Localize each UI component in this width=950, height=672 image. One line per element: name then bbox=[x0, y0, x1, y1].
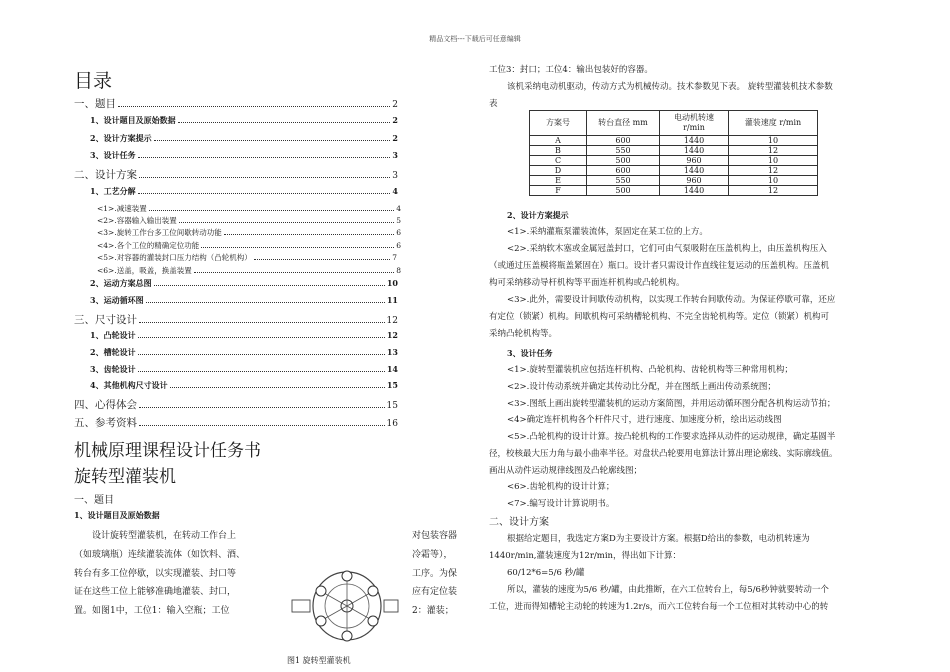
toc-leader bbox=[179, 221, 394, 223]
toc-entry[interactable] bbox=[90, 150, 398, 161]
table-cell: C bbox=[530, 156, 587, 166]
paragraph-line: <3>.图纸上画出旋转型灌装机的运动方案简图，并用运动循环图分配各机构运动节拍； bbox=[507, 399, 836, 409]
paragraph-line: <7>.编写设计计算说明书。 bbox=[507, 499, 615, 509]
subsection-heading: 1、设计题目及原始数据 bbox=[74, 510, 160, 520]
table-cell: 10 bbox=[729, 156, 818, 166]
toc-leader bbox=[201, 246, 394, 248]
toc-entry-page: 10 bbox=[386, 278, 398, 288]
toc-entry-label: 1、工艺分解 bbox=[90, 186, 136, 196]
toc-entry-page: 15 bbox=[386, 401, 398, 411]
table-header: 灌装速度 r/min bbox=[729, 111, 818, 136]
toc-entry-label: <1>.减速装置 bbox=[97, 204, 147, 213]
toc-entry-label: <2>.容器输入输出装置 bbox=[97, 216, 177, 225]
table-cell: A bbox=[530, 136, 587, 146]
tech-params-table bbox=[529, 110, 818, 196]
paragraph-line: 有定位（锁紧）机构。间歇机构可采纳槽轮机构、不完全齿轮机构等。定位（锁紧）机构可 bbox=[489, 312, 830, 322]
toc-entry[interactable] bbox=[90, 278, 398, 289]
toc-entry[interactable] bbox=[97, 215, 401, 226]
section-heading: 二、设计方案 bbox=[489, 517, 549, 528]
toc-entry-page: 2 bbox=[392, 100, 398, 110]
table-row bbox=[530, 156, 818, 166]
toc-title: 目录 bbox=[74, 70, 113, 92]
toc-entry-label: 四、心得体会 bbox=[74, 399, 137, 411]
toc-entry[interactable] bbox=[74, 397, 398, 412]
table-cell: 960 bbox=[660, 176, 729, 186]
station-3 bbox=[368, 616, 378, 626]
toc-entry-page: 5 bbox=[396, 216, 401, 225]
toc-entry-page: 16 bbox=[386, 419, 398, 429]
toc-leader bbox=[138, 336, 385, 338]
subsection-heading: 2、设计方案提示 bbox=[507, 210, 569, 220]
paragraph-line: 径，校核最大压力角与最小曲率半径。对盘状凸轮要用电算法计算出理论廓线、实际廓线值。 bbox=[489, 449, 838, 459]
table-row bbox=[530, 136, 818, 146]
paragraph-line: <2>.设计传动系统并确定其传动比分配，并在图纸上画出传动系统图； bbox=[507, 382, 776, 392]
table-cell: 1440 bbox=[660, 166, 729, 176]
table-row bbox=[530, 166, 818, 176]
toc-leader bbox=[149, 209, 394, 211]
table-cell: F bbox=[530, 186, 587, 196]
table-cell: 1440 bbox=[660, 146, 729, 156]
paragraph-line: 构可采纳移动导杆机构等平面连杆机构或凸轮机构。 bbox=[489, 278, 685, 288]
toc-entry-label: <5>.对容器的灌装封口压力结构（凸轮机构） bbox=[97, 253, 252, 262]
station-1 bbox=[342, 571, 352, 581]
station-2 bbox=[368, 586, 378, 596]
paragraph-line: 工位，进而得知槽轮主动轮的转速为1.2r/s，而六工位转台每一个工位相对其转动中心的转 bbox=[489, 602, 829, 612]
station-4 bbox=[342, 631, 352, 641]
toc-entry-label: 3、设计任务 bbox=[90, 150, 136, 160]
paragraph-line: （或通过压盖模将瓶盖紧固在）瓶口。设计者只需设计作直线往复运动的压盖机构。压盖机 bbox=[489, 261, 830, 271]
paragraph-line: 转台有多工位停歇，以实现灌装、封口等 bbox=[74, 569, 237, 579]
table-header: 转台直径 mm bbox=[587, 111, 660, 136]
table-cell: 10 bbox=[729, 176, 818, 186]
table-cell: 500 bbox=[587, 186, 660, 196]
toc-entry-page: 6 bbox=[396, 228, 401, 237]
toc-entry[interactable] bbox=[90, 115, 398, 126]
toc-entry[interactable] bbox=[74, 167, 398, 182]
toc-entry-label: 3、齿轮设计 bbox=[90, 364, 136, 374]
toc-entry-page: 15 bbox=[386, 380, 398, 390]
page-header: 精品文档---下载后可任意编辑 bbox=[429, 35, 521, 43]
paragraph-line: 表 bbox=[489, 99, 498, 109]
output-conveyor bbox=[384, 600, 398, 612]
table-cell: 12 bbox=[729, 186, 818, 196]
toc-leader bbox=[138, 192, 391, 194]
toc-entry-page: 14 bbox=[386, 364, 398, 374]
table-cell: 550 bbox=[587, 176, 660, 186]
toc-entry-label: 4、其他机构尺寸设计 bbox=[90, 380, 168, 390]
toc-entry-page: 4 bbox=[392, 186, 398, 196]
paragraph-line: <2>.采纳软木塞或金属冠盖封口，它们可由气泵吸附在压盖机构上，由压盖机构压入 bbox=[507, 244, 827, 254]
paragraph-line: 应有定位装 bbox=[412, 587, 458, 597]
toc-entry-label: 二、设计方案 bbox=[74, 169, 137, 181]
paragraph-line: 根据给定题目，我选定方案D为主要设计方案。根据D给出的参数，电动机转速为 bbox=[507, 534, 810, 544]
table-cell: 12 bbox=[729, 146, 818, 156]
paragraph-line: 60/12*6=5/6 秒/罐 bbox=[507, 568, 585, 578]
paragraph-line: 该机采纳电动机驱动，传动方式为机械传动。技术参数见下表。 旋转型灌装机技术参数 bbox=[507, 82, 833, 92]
table-cell: E bbox=[530, 176, 587, 186]
paragraph-line: 证在这些工位上能够准确地灌装、封口， bbox=[74, 587, 237, 597]
toc-leader bbox=[139, 176, 390, 178]
table-cell: 600 bbox=[587, 136, 660, 146]
table-cell: 600 bbox=[587, 166, 660, 176]
toc-entry[interactable] bbox=[97, 265, 401, 276]
station-5 bbox=[316, 616, 326, 626]
toc-leader bbox=[138, 353, 385, 355]
table-cell: D bbox=[530, 166, 587, 176]
toc-entry-page: 8 bbox=[396, 266, 401, 275]
paragraph-line: 工位3：封口；工位4：输出包装好的容器。 bbox=[489, 65, 653, 75]
toc-entry-page: 2 bbox=[392, 133, 398, 143]
toc-entry[interactable] bbox=[97, 240, 401, 251]
subsection-heading: 3、设计任务 bbox=[507, 348, 553, 358]
paragraph-line: <1>.旋转型灌装机应包括连杆机构、凸轮机构、齿轮机构等三种常用机构； bbox=[507, 365, 793, 375]
toc-entry-page: 12 bbox=[386, 316, 398, 326]
paragraph-line: <6>.齿轮机构的设计计算； bbox=[507, 482, 615, 492]
toc-entry-page: 12 bbox=[386, 330, 398, 340]
paragraph-line: 工序。为保 bbox=[412, 569, 458, 579]
table-cell: 1440 bbox=[660, 136, 729, 146]
paragraph-line: 采纳凸轮机构等。 bbox=[489, 329, 558, 339]
toc-entry-page: 13 bbox=[386, 347, 398, 357]
toc-entry-page: 3 bbox=[392, 171, 398, 181]
toc-entry-page: 4 bbox=[396, 204, 401, 213]
table-row bbox=[530, 176, 818, 186]
toc-entry[interactable] bbox=[90, 380, 398, 391]
toc-leader bbox=[138, 156, 391, 158]
toc-leader bbox=[194, 271, 394, 273]
table-header: 方案号 bbox=[530, 111, 587, 136]
toc-leader bbox=[139, 321, 385, 323]
toc-entry-page: 2 bbox=[392, 115, 398, 125]
toc-entry-label: <6>.送盖，吸盖，换盖装置 bbox=[97, 266, 192, 275]
table-row bbox=[530, 146, 818, 156]
table-cell: B bbox=[530, 146, 587, 156]
paragraph-line: 对包装容器 bbox=[412, 531, 458, 541]
toc-entry[interactable] bbox=[90, 330, 398, 341]
paragraph-line: 1440r/min,灌装速度为12r/min，得出如下计算： bbox=[489, 551, 682, 561]
toc-entry[interactable] bbox=[90, 133, 398, 144]
toc-entry-label: 1、设计题目及原始数据 bbox=[90, 115, 176, 125]
section-heading: 一、题目 bbox=[74, 495, 114, 506]
figure-caption: 图1 旋转型灌装机 bbox=[287, 656, 351, 665]
toc-leader bbox=[139, 406, 385, 408]
toc-entry-page: 6 bbox=[396, 241, 401, 250]
paragraph-line: <4>确定连杆机构各个杆件尺寸，进行速度、加速度分析，绘出运动线图 bbox=[507, 415, 782, 425]
table-cell: 500 bbox=[587, 156, 660, 166]
doc-subtitle: 旋转型灌装机 bbox=[74, 467, 176, 487]
toc-entry[interactable] bbox=[74, 415, 398, 430]
station-6 bbox=[316, 586, 326, 596]
paragraph-line: <1>.采纳灌瓶泵灌装流体，泵固定在某工位的上方。 bbox=[507, 227, 708, 237]
toc-entry[interactable] bbox=[90, 186, 398, 197]
toc-entry-page: 7 bbox=[392, 253, 397, 262]
doc-title: 机械原理课程设计任务书 bbox=[74, 441, 261, 461]
paragraph-line: 2：灌装； bbox=[412, 606, 454, 616]
toc-entry-label: 2、运动方案总图 bbox=[90, 278, 152, 288]
toc-entry-label: 五、参考资料 bbox=[74, 417, 137, 429]
toc-entry[interactable] bbox=[74, 312, 398, 327]
table-header: 电动机转速 r/min bbox=[660, 111, 729, 136]
toc-entry-label: <4>.各个工位的精确定位功能 bbox=[97, 241, 200, 250]
toc-entry[interactable] bbox=[74, 96, 398, 111]
table-header-row bbox=[530, 111, 818, 136]
toc-leader bbox=[178, 121, 391, 123]
toc-entry[interactable] bbox=[97, 203, 401, 214]
paragraph-line: 所以，灌装的速度为5/6 秒/罐，由此推断，在六工位转台上，每5/6秒钟就要转动一个 bbox=[507, 585, 829, 595]
toc-leader bbox=[224, 233, 394, 235]
toc-entry-page: 3 bbox=[392, 150, 398, 160]
toc-entry-label: 2、槽轮设计 bbox=[90, 347, 136, 357]
rotary-filler-figure bbox=[290, 560, 400, 652]
table-cell: 12 bbox=[729, 166, 818, 176]
paragraph-line: <3>.此外，需要设计间歇传动机构，以实现工作转台间歇传动。为保证停歇可靠，还应 bbox=[507, 295, 836, 305]
toc-entry[interactable] bbox=[90, 295, 398, 306]
paragraph-line: 画出从动件运动规律线图及凸轮廓线图； bbox=[489, 466, 643, 476]
toc-entry[interactable] bbox=[90, 347, 398, 358]
toc-leader bbox=[118, 105, 390, 107]
toc-entry-label: 3、运动循环图 bbox=[90, 295, 144, 305]
paragraph-line: 置。如图1中，工位1：输入空瓶；工位 bbox=[74, 606, 230, 616]
toc-entry-label: 一、题目 bbox=[74, 98, 116, 110]
toc-leader bbox=[154, 139, 391, 141]
toc-leader bbox=[154, 284, 385, 286]
paragraph-line: <5>.凸轮机构的设计计算。按凸轮机构的工作要求选择从动件的运动规律，确定基圆半 bbox=[507, 432, 836, 442]
toc-leader bbox=[170, 386, 385, 388]
toc-leader bbox=[254, 258, 390, 260]
table-cell: 960 bbox=[660, 156, 729, 166]
table-cell: 1440 bbox=[660, 186, 729, 196]
toc-leader bbox=[146, 301, 385, 303]
table-cell: 550 bbox=[587, 146, 660, 156]
toc-entry-label: 1、凸轮设计 bbox=[90, 330, 136, 340]
toc-entry[interactable] bbox=[97, 252, 397, 263]
toc-entry-label: <3>.旋转工作台多工位间歇转动功能 bbox=[97, 228, 222, 237]
toc-entry-label: 2、设计方案提示 bbox=[90, 133, 152, 143]
toc-entry[interactable] bbox=[90, 364, 398, 375]
feed-conveyor bbox=[292, 600, 310, 612]
toc-entry-label: 三、尺寸设计 bbox=[74, 314, 137, 326]
paragraph-line: （如玻璃瓶）连续灌装流体（如饮料、酒、 bbox=[74, 550, 246, 560]
paragraph-line: 冷霜等）， bbox=[412, 550, 453, 560]
paragraph-line: 设计旋转型灌装机，在转动工作台上 bbox=[92, 531, 237, 541]
toc-entry[interactable] bbox=[97, 227, 401, 238]
toc-leader bbox=[138, 370, 385, 372]
table-cell: 10 bbox=[729, 136, 818, 146]
toc-entry-page: 11 bbox=[386, 295, 398, 305]
table-row bbox=[530, 186, 818, 196]
toc-leader bbox=[139, 424, 385, 426]
